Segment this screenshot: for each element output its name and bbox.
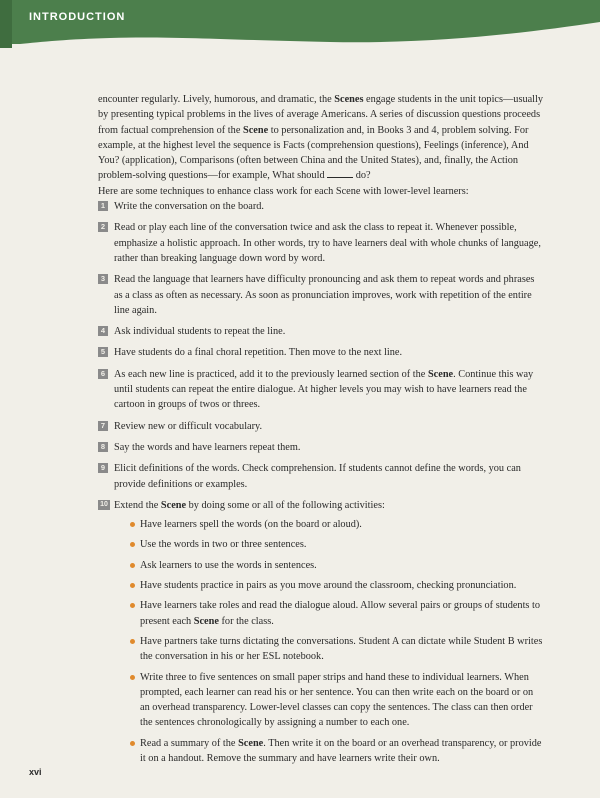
activity-list	[114, 517, 544, 766]
fill-in-blank	[327, 169, 353, 178]
bullet-dot-icon	[130, 675, 135, 680]
step-item: 7 Review new or difficult vocabulary.	[98, 419, 544, 434]
step-item: 5 Have students do a final choral repetition. Then move to the next line.	[98, 345, 544, 360]
bullet-dot-icon	[130, 603, 135, 608]
header-wave-shape	[0, 0, 600, 48]
section-title: INTRODUCTION	[29, 11, 126, 23]
step-number-box: 2	[98, 222, 108, 232]
list-item: Have learners spell the words (on the board or aloud).	[114, 517, 544, 532]
list-item: Write three to five sentences on small paper strips and hand these to individual learners. When prompted, each learner can read his or her sentence. You can then write each on the board or on an overhead transparency. Lower-level classes can copy the sentences. The class can then order the sentences chronologically by assigning a number to each one.	[114, 670, 544, 731]
bullet-dot-icon	[130, 583, 135, 588]
list-item: Ask learners to use the words in sentences.	[114, 558, 544, 573]
step-item: 1 Write the conversation on the board.	[98, 199, 544, 214]
techniques-lead: Here are some techniques to enhance class work for each Scene with lower-level learners:	[98, 185, 469, 197]
list-item: Use the words in two or three sentences.	[114, 537, 544, 552]
bullet-dot-icon	[130, 522, 135, 527]
step-item: 3 Read the language that learners have difficulty pronouncing and ask them to repeat words and phrases as a class as often as necessary. As soon as pronunciation improves, work with repetition of the entire line again.	[98, 272, 544, 318]
bullet-dot-icon	[130, 639, 135, 644]
list-item: Have partners take turns dictating the conversations. Student A can dictate while Student B writes the conversation in his or her ESL notebook.	[114, 634, 544, 665]
list-item: Have learners take roles and read the dialogue aloud. Allow several pairs or groups of students to present each Scene for the class.	[114, 598, 544, 629]
step-number-box: 4	[98, 326, 108, 336]
step-item: 8 Say the words and have learners repeat them.	[98, 440, 544, 455]
step-item: 4 Ask individual students to repeat the line.	[98, 324, 544, 339]
step-number-box: 10	[98, 500, 110, 510]
step-number-box: 3	[98, 274, 108, 284]
list-item: Read a summary of the Scene. Then write it on the board or an overhead transparency, or provide it on a handout. Remove the summary and have learners write their own.	[114, 736, 544, 767]
step-number-box: 7	[98, 421, 108, 431]
intro-paragraph: encounter regularly. Lively, humorous, and dramatic, the Scenes engage students in the unit topics—usually by presenting typical problems in the lives of average Americans. A series of discussion questions proceeds from factual comprehension of the Scene to personalization and, in Books 3 and 4, problem solving. For example, at the highest level the sequence is Facts (comprehension questions), Feelings (inference), And You? (application), Comparisons (often between China and the United States), and, finally, the Action problem-solving questions—for example, What should do?	[98, 94, 544, 182]
step-number-box: 1	[98, 201, 108, 211]
page-number: xvi	[29, 767, 42, 777]
step-item: 2 Read or play each line of the conversation twice and ask the class to repeat it. Whenever possible, emphasize a holistic approach. In other words, try to have learners deal with whole chunks of language, rather than breaking language down word by word.	[98, 220, 544, 266]
step-item: 6 As each new line is practiced, add it to the previously learned section of the Scene. Continue this way until students can repeat the entire dialogue. At higher levels you may wish to have learners read the cartoon in groups of twos or threes.	[98, 367, 544, 413]
step-number-box: 5	[98, 347, 108, 357]
main-text	[98, 92, 544, 772]
bullet-dot-icon	[130, 741, 135, 746]
list-item: Have students practice in pairs as you move around the classroom, checking pronunciation.	[114, 578, 544, 593]
bullet-dot-icon	[130, 542, 135, 547]
step-number-box: 6	[98, 369, 108, 379]
step-item: 9 Elicit definitions of the words. Check comprehension. If students cannot define the words, you can provide definitions or examples.	[98, 461, 544, 492]
chapter-header-band	[0, 0, 600, 48]
bullet-dot-icon	[130, 563, 135, 568]
step-item: 10 Extend the Scene by doing some or all of the following activities: Have learners spell the words (on the board or aloud). Use the words in two or three sentences. Ask learners to use the words in sentences. Have students practice in pairs as you move around the classroom, checking pronunciation. Have learners take roles and read the dialogue aloud. Allow several pairs or groups of students to present each Scene for the class. Have partners take turns dictating the conversations. Student A can dictate while Student B writes the conversation in his or her ESL notebook. Write three to five sentences on small paper strips and hand these to individual learners. When prompted, each learner can read his or her sentence. You can then write each on the board or on an overhead transparency. Lower-level classes can copy the sentences. The class can then order the sentences chronologically by assigning a number to each one. Read a summary of the Scene. Then write it on the board or an overhead transparency, or provide it on a handout. Remove the summary and have learners write their own.	[98, 498, 544, 766]
step-number-box: 9	[98, 463, 108, 473]
step-number-box: 8	[98, 442, 108, 452]
